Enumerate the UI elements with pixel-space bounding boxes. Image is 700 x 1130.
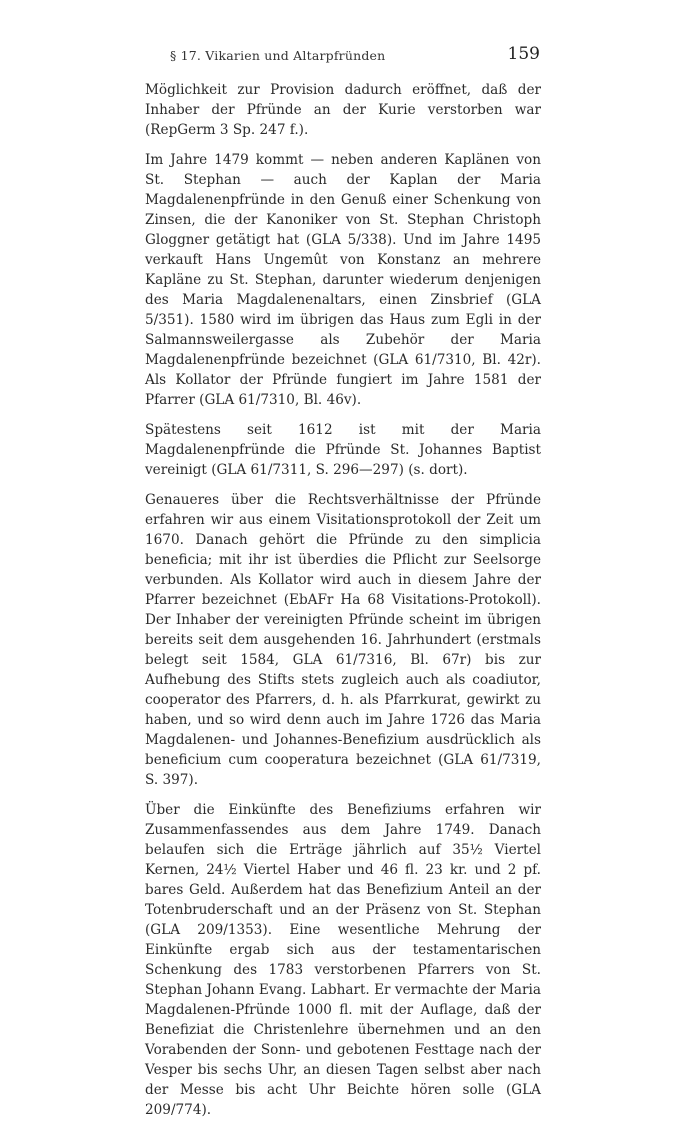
paragraph-1: Möglichkeit zur Provision dadurch eröffnet, daß der Inhaber der Pfründe an der Kurie verstorben war (RepGerm 3 Sp. 247 f.).: [145, 82, 541, 138]
paragraph-5: Über die Einkünfte des Benefiziums erfahren wir Zusammenfassendes aus dem Jahre 1749. Danach belaufen sich die Erträge jährlich auf 35½ Viertel Kernen, 24½ Viertel Haber und 46 fl. 23 kr. und 2 pf. bares Geld. Außerdem hat das Benefizium Anteil an der Totenbruderschaft und an der Präsenz von St. Stephan (GLA 209/1353). Eine wesentliche Mehrung der Einkünfte ergab sich aus der testamentarischen Schenkung des 1783 verstorbenen Pfarrers von St. Stephan Johann Evang. Labhart. Er vermachte der Maria Magdalenen-Pfründe 1000 fl. mit der Auflage, daß der Benefiziat die Christenlehre übernehmen und an den Vorabenden der Sonn- und gebotenen Festtage nach der Vesper bis sechs Uhr, an diesen Tagen selbst aber nach der Messe bis acht Uhr Beichte hören solle (GLA 209/774).: [145, 802, 541, 1118]
paragraph-4: Genaueres über die Rechtsverhältnisse der Pfründe erfahren wir aus einem Visitationsprotokoll der Zeit um 1670. Danach gehört die Pfründe zu den simplicia beneficia; mit ihr ist überdies die Pflicht zur Seelsorge verbunden. Als Kollator wird auch in diesem Jahre der Pfarrer bezeichnet (EbAFr Ha 68 Visitations-Protokoll). Der Inhaber der vereinigten Pfründe scheint im übrigen bereits seit dem ausgehenden 16. Jahrhundert (erstmals belegt seit 1584, GLA 61/7316, Bl. 67r) bis zur Aufhebung des Stifts stets zugleich auch als coadiutor, cooperator des Pfarrers, d. h. als Pfarrkurat, gewirkt zu haben, und so wird denn auch im Jahre 1726 das Maria Magdalenen- und Johannes-Benefizium ausdrücklich als beneficium cum cooperatura bezeichnet (GLA 61/7319, S. 397).: [145, 492, 541, 788]
paragraph-3: Spätestens seit 1612 ist mit der Maria Magdalenenpfründe die Pfründe St. Johannes Baptist vereinigt (GLA 61/7311, S. 296—297) (s. dort).: [145, 422, 541, 478]
page-number: 159: [507, 44, 540, 64]
running-title: § 17. Vikarien und Altarpfründen: [170, 48, 386, 63]
body-text: [145, 80, 541, 1130]
page-header: [170, 44, 540, 68]
paragraph-2: Im Jahre 1479 kommt — neben anderen Kaplänen von St. Stephan — auch der Kaplan der Maria Magdalenenpfründe in den Genuß einer Schenkung von Zinsen, die der Kanoniker von St. Stephan Christoph Gloggner getätigt hat (GLA 5/338). Und im Jahre 1495 verkauft Hans Ungemût von Konstanz an mehrere Kapläne zu St. Stephan, darunter wiederum denjenigen des Maria Magdalenenaltars, einen Zinsbrief (GLA 5/351). 1580 wird im übrigen das Haus zum Egli in der Salmannsweilergasse als Zubehör der Maria Magdalenenpfründe bezeichnet (GLA 61/7310, Bl. 42r). Als Kollator der Pfründe fungiert im Jahre 1581 der Pfarrer (GLA 61/7310, Bl. 46v).: [145, 152, 541, 408]
